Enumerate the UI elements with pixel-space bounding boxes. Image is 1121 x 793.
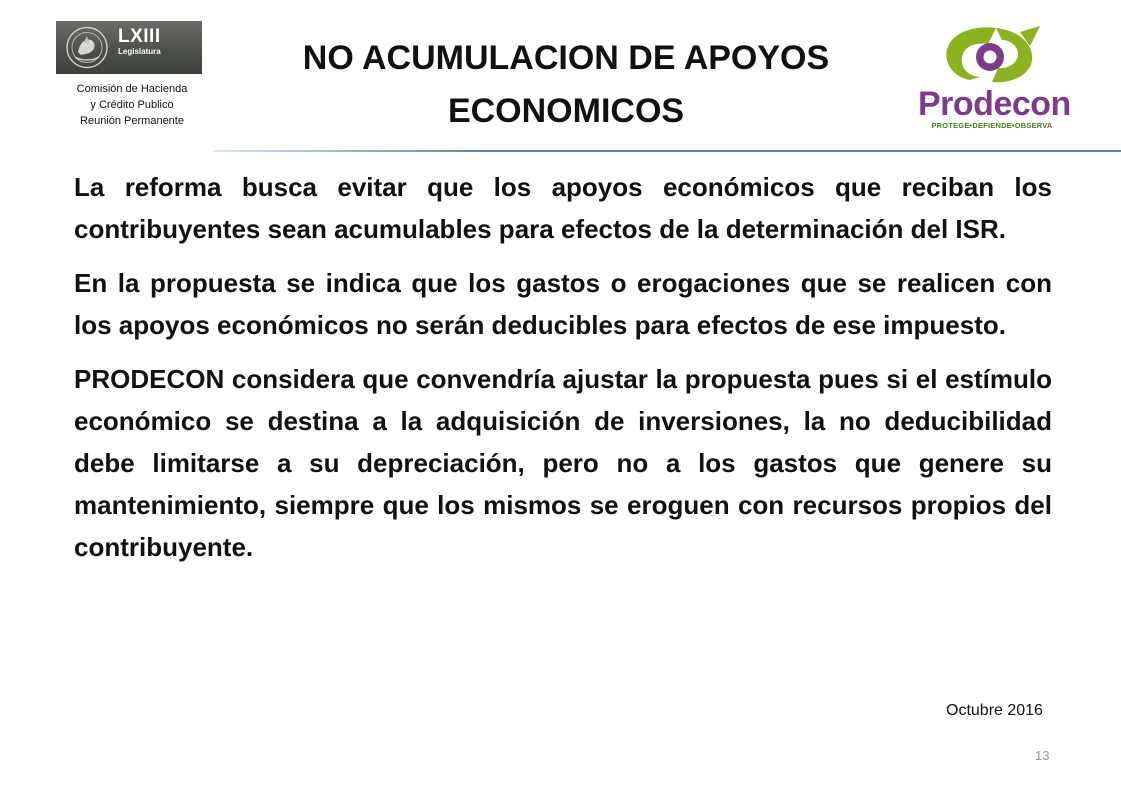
legislature-number: LXIII — [118, 26, 161, 47]
legislature-logo — [56, 21, 202, 74]
prodecon-tagline: PROTEGE•DEFIENDE•OBSERVA — [931, 121, 1053, 130]
prodecon-emblem-icon — [918, 24, 1066, 86]
paragraph-2: En la propuesta se indica que los gastos o erogaciones que se realicen con los apoyos económicos no serán deducibles para efectos de ese impuesto. — [74, 268, 1052, 340]
legislature-label: Legislatura — [118, 47, 161, 56]
committee-line: Reunión Permanente — [80, 115, 184, 127]
paragraph-1: La reforma busca evitar que los apoyos económicos que reciban los contribuyentes sean acumulables para efectos de la determinación del ISR. — [74, 172, 1052, 244]
header-divider — [213, 150, 1121, 152]
page-title — [222, 32, 910, 138]
slide-body — [74, 166, 1052, 580]
page-number: 13 — [1035, 748, 1050, 763]
prodecon-logo — [918, 24, 1071, 132]
title-line-1: NO ACUMULACION DE APOYOS — [302, 39, 830, 77]
footer-date: Octubre 2016 — [946, 702, 1043, 719]
committee-line: y Crédito Publico — [90, 99, 174, 111]
coat-of-arms-icon — [64, 24, 110, 71]
committee-info — [50, 81, 214, 129]
paragraph-3: PRODECON considera que convendría ajustar la propuesta pues si el estímulo económico se destina a la adquisición de inversiones, la no deducibilidad debe limitarse a su depreciación, pero no a los gastos que genere su mantenimiento, siempre que los mismos se eroguen con recursos propios del contribuyente. — [74, 364, 1052, 562]
committee-line: Comisión de Hacienda — [76, 83, 188, 95]
title-line-2: ECONOMICOS — [447, 92, 685, 130]
prodecon-wordmark: Prodecon — [918, 85, 1071, 123]
